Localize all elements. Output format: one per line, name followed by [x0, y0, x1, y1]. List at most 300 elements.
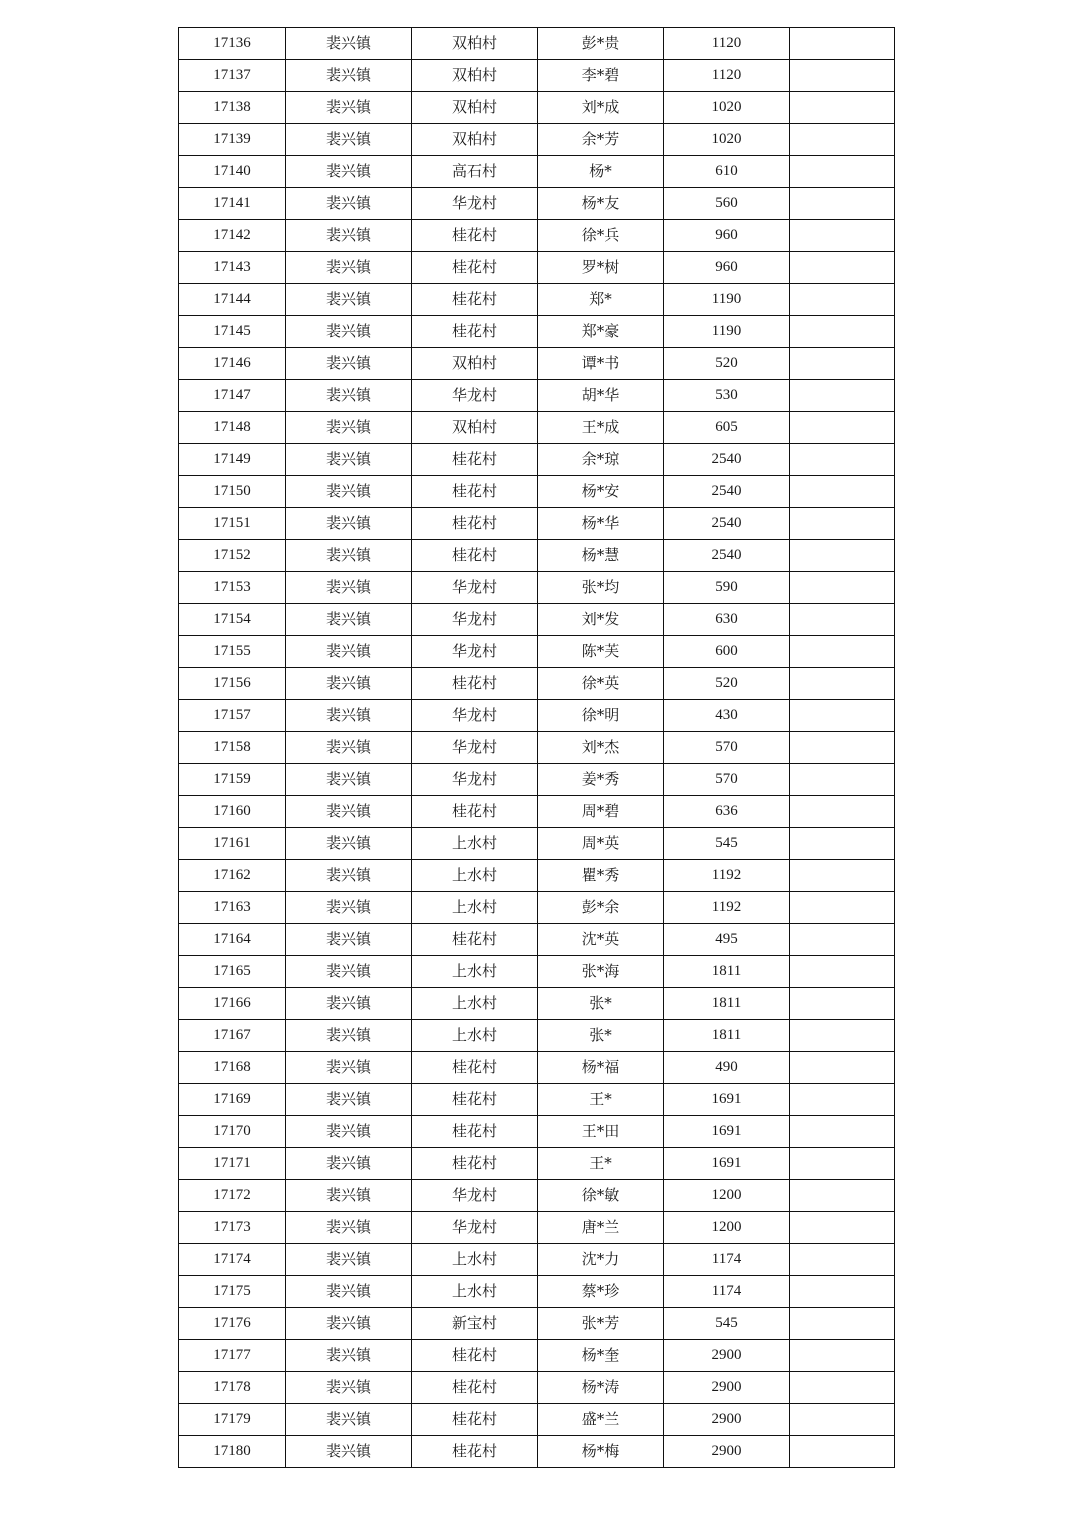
village-cell: 桂花村: [412, 1404, 538, 1436]
note-cell: [790, 668, 895, 700]
note-cell: [790, 1116, 895, 1148]
table-row: [179, 956, 895, 988]
village-cell: 华龙村: [412, 188, 538, 220]
village-cell: 桂花村: [412, 796, 538, 828]
record-id-cell: 17163: [179, 892, 286, 924]
village-cell: 上水村: [412, 1276, 538, 1308]
person-name-cell: 郑*豪: [538, 316, 664, 348]
village-cell: 桂花村: [412, 1116, 538, 1148]
town-cell: 裴兴镇: [286, 540, 412, 572]
town-cell: 裴兴镇: [286, 956, 412, 988]
note-cell: [790, 924, 895, 956]
record-id-cell: 17161: [179, 828, 286, 860]
note-cell: [790, 380, 895, 412]
amount-cell: 1691: [664, 1084, 790, 1116]
amount-cell: 1190: [664, 284, 790, 316]
person-name-cell: 周*碧: [538, 796, 664, 828]
village-cell: 桂花村: [412, 284, 538, 316]
town-cell: 裴兴镇: [286, 380, 412, 412]
record-id-cell: 17137: [179, 60, 286, 92]
amount-cell: 630: [664, 604, 790, 636]
note-cell: [790, 1372, 895, 1404]
amount-cell: 1200: [664, 1180, 790, 1212]
table-row: [179, 28, 895, 60]
amount-cell: 430: [664, 700, 790, 732]
person-name-cell: 刘*成: [538, 92, 664, 124]
amount-cell: 520: [664, 668, 790, 700]
town-cell: 裴兴镇: [286, 476, 412, 508]
note-cell: [790, 572, 895, 604]
note-cell: [790, 540, 895, 572]
person-name-cell: 杨*安: [538, 476, 664, 508]
person-name-cell: 彭*贵: [538, 28, 664, 60]
table-row: [179, 380, 895, 412]
note-cell: [790, 1020, 895, 1052]
person-name-cell: 沈*英: [538, 924, 664, 956]
person-name-cell: 杨*华: [538, 508, 664, 540]
amount-cell: 610: [664, 156, 790, 188]
record-id-cell: 17168: [179, 1052, 286, 1084]
person-name-cell: 徐*明: [538, 700, 664, 732]
amount-cell: 520: [664, 348, 790, 380]
person-name-cell: 杨*友: [538, 188, 664, 220]
table-row: [179, 636, 895, 668]
person-name-cell: 杨*梅: [538, 1436, 664, 1468]
note-cell: [790, 892, 895, 924]
table-row: [179, 1116, 895, 1148]
table-row: [179, 764, 895, 796]
record-id-cell: 17144: [179, 284, 286, 316]
person-name-cell: 杨*: [538, 156, 664, 188]
amount-cell: 545: [664, 1308, 790, 1340]
amount-cell: 1691: [664, 1116, 790, 1148]
note-cell: [790, 1340, 895, 1372]
record-id-cell: 17156: [179, 668, 286, 700]
table-row: [179, 1276, 895, 1308]
town-cell: 裴兴镇: [286, 508, 412, 540]
person-name-cell: 杨*奎: [538, 1340, 664, 1372]
table-row: [179, 476, 895, 508]
note-cell: [790, 1308, 895, 1340]
town-cell: 裴兴镇: [286, 572, 412, 604]
village-cell: 上水村: [412, 1244, 538, 1276]
amount-cell: 590: [664, 572, 790, 604]
table-row: [179, 284, 895, 316]
town-cell: 裴兴镇: [286, 124, 412, 156]
amount-cell: 1811: [664, 956, 790, 988]
village-cell: 双柏村: [412, 92, 538, 124]
person-name-cell: 刘*杰: [538, 732, 664, 764]
town-cell: 裴兴镇: [286, 988, 412, 1020]
note-cell: [790, 828, 895, 860]
person-name-cell: 蔡*珍: [538, 1276, 664, 1308]
person-name-cell: 王*: [538, 1148, 664, 1180]
note-cell: [790, 796, 895, 828]
person-name-cell: 徐*敏: [538, 1180, 664, 1212]
table-row: [179, 444, 895, 476]
note-cell: [790, 476, 895, 508]
village-cell: 华龙村: [412, 1180, 538, 1212]
amount-cell: 530: [664, 380, 790, 412]
table-row: [179, 348, 895, 380]
table-row: [179, 1148, 895, 1180]
record-id-cell: 17148: [179, 412, 286, 444]
record-id-cell: 17136: [179, 28, 286, 60]
town-cell: 裴兴镇: [286, 28, 412, 60]
town-cell: 裴兴镇: [286, 316, 412, 348]
amount-cell: 2540: [664, 508, 790, 540]
note-cell: [790, 412, 895, 444]
amount-cell: 570: [664, 764, 790, 796]
village-cell: 桂花村: [412, 1052, 538, 1084]
person-name-cell: 张*芳: [538, 1308, 664, 1340]
note-cell: [790, 348, 895, 380]
note-cell: [790, 252, 895, 284]
table-row: [179, 60, 895, 92]
amount-cell: 600: [664, 636, 790, 668]
note-cell: [790, 1404, 895, 1436]
record-id-cell: 17138: [179, 92, 286, 124]
town-cell: 裴兴镇: [286, 764, 412, 796]
person-name-cell: 罗*树: [538, 252, 664, 284]
amount-cell: 1811: [664, 988, 790, 1020]
table-row: [179, 668, 895, 700]
record-id-cell: 17164: [179, 924, 286, 956]
village-cell: 华龙村: [412, 572, 538, 604]
table-row: [179, 1244, 895, 1276]
person-name-cell: 谭*书: [538, 348, 664, 380]
village-cell: 华龙村: [412, 636, 538, 668]
town-cell: 裴兴镇: [286, 1212, 412, 1244]
town-cell: 裴兴镇: [286, 156, 412, 188]
table-row: [179, 892, 895, 924]
record-id-cell: 17176: [179, 1308, 286, 1340]
person-name-cell: 彭*余: [538, 892, 664, 924]
record-id-cell: 17175: [179, 1276, 286, 1308]
table-row: [179, 732, 895, 764]
table-row: [179, 316, 895, 348]
village-cell: 桂花村: [412, 444, 538, 476]
note-cell: [790, 60, 895, 92]
note-cell: [790, 700, 895, 732]
amount-cell: 2900: [664, 1372, 790, 1404]
note-cell: [790, 1212, 895, 1244]
village-cell: 双柏村: [412, 348, 538, 380]
town-cell: 裴兴镇: [286, 668, 412, 700]
table-row: [179, 1340, 895, 1372]
amount-cell: 1190: [664, 316, 790, 348]
amount-cell: 605: [664, 412, 790, 444]
town-cell: 裴兴镇: [286, 348, 412, 380]
village-cell: 华龙村: [412, 380, 538, 412]
town-cell: 裴兴镇: [286, 1276, 412, 1308]
person-name-cell: 张*海: [538, 956, 664, 988]
table-row: [179, 124, 895, 156]
town-cell: 裴兴镇: [286, 284, 412, 316]
village-cell: 桂花村: [412, 1084, 538, 1116]
town-cell: 裴兴镇: [286, 1340, 412, 1372]
record-id-cell: 17171: [179, 1148, 286, 1180]
table-row: [179, 156, 895, 188]
town-cell: 裴兴镇: [286, 1308, 412, 1340]
record-id-cell: 17155: [179, 636, 286, 668]
person-name-cell: 杨*福: [538, 1052, 664, 1084]
amount-cell: 495: [664, 924, 790, 956]
person-name-cell: 张*: [538, 988, 664, 1020]
note-cell: [790, 860, 895, 892]
village-cell: 华龙村: [412, 732, 538, 764]
amount-cell: 960: [664, 252, 790, 284]
town-cell: 裴兴镇: [286, 1180, 412, 1212]
record-id-cell: 17149: [179, 444, 286, 476]
record-id-cell: 17162: [179, 860, 286, 892]
record-id-cell: 17165: [179, 956, 286, 988]
table-row: [179, 92, 895, 124]
village-cell: 双柏村: [412, 412, 538, 444]
village-cell: 上水村: [412, 892, 538, 924]
person-name-cell: 徐*英: [538, 668, 664, 700]
amount-cell: 1192: [664, 860, 790, 892]
record-id-cell: 17180: [179, 1436, 286, 1468]
village-cell: 华龙村: [412, 764, 538, 796]
record-id-cell: 17174: [179, 1244, 286, 1276]
person-name-cell: 王*田: [538, 1116, 664, 1148]
amount-cell: 1174: [664, 1244, 790, 1276]
amount-cell: 560: [664, 188, 790, 220]
village-cell: 桂花村: [412, 540, 538, 572]
amount-cell: 1192: [664, 892, 790, 924]
table-row: [179, 1180, 895, 1212]
person-name-cell: 周*英: [538, 828, 664, 860]
table-row: [179, 1308, 895, 1340]
note-cell: [790, 220, 895, 252]
town-cell: 裴兴镇: [286, 1020, 412, 1052]
village-cell: 桂花村: [412, 1340, 538, 1372]
town-cell: 裴兴镇: [286, 1404, 412, 1436]
note-cell: [790, 156, 895, 188]
village-cell: 上水村: [412, 956, 538, 988]
record-id-cell: 17159: [179, 764, 286, 796]
person-name-cell: 沈*力: [538, 1244, 664, 1276]
table-row: [179, 412, 895, 444]
record-id-cell: 17145: [179, 316, 286, 348]
village-cell: 华龙村: [412, 1212, 538, 1244]
town-cell: 裴兴镇: [286, 924, 412, 956]
person-name-cell: 徐*兵: [538, 220, 664, 252]
record-id-cell: 17150: [179, 476, 286, 508]
table-row: [179, 252, 895, 284]
town-cell: 裴兴镇: [286, 1148, 412, 1180]
amount-cell: 1020: [664, 92, 790, 124]
village-cell: 华龙村: [412, 604, 538, 636]
note-cell: [790, 1084, 895, 1116]
record-id-cell: 17169: [179, 1084, 286, 1116]
amount-cell: 2540: [664, 476, 790, 508]
town-cell: 裴兴镇: [286, 860, 412, 892]
village-cell: 桂花村: [412, 924, 538, 956]
amount-cell: 570: [664, 732, 790, 764]
village-cell: 桂花村: [412, 476, 538, 508]
town-cell: 裴兴镇: [286, 732, 412, 764]
note-cell: [790, 188, 895, 220]
town-cell: 裴兴镇: [286, 60, 412, 92]
village-cell: 桂花村: [412, 508, 538, 540]
note-cell: [790, 124, 895, 156]
town-cell: 裴兴镇: [286, 892, 412, 924]
table-row: [179, 540, 895, 572]
village-cell: 桂花村: [412, 1372, 538, 1404]
note-cell: [790, 316, 895, 348]
person-name-cell: 杨*慧: [538, 540, 664, 572]
records-table-body: [179, 28, 895, 1468]
amount-cell: 1020: [664, 124, 790, 156]
table-row: [179, 572, 895, 604]
record-id-cell: 17152: [179, 540, 286, 572]
person-name-cell: 张*: [538, 1020, 664, 1052]
village-cell: 桂花村: [412, 668, 538, 700]
table-row: [179, 1212, 895, 1244]
record-id-cell: 17143: [179, 252, 286, 284]
table-row: [179, 1436, 895, 1468]
record-id-cell: 17154: [179, 604, 286, 636]
note-cell: [790, 444, 895, 476]
town-cell: 裴兴镇: [286, 1244, 412, 1276]
amount-cell: 1811: [664, 1020, 790, 1052]
town-cell: 裴兴镇: [286, 412, 412, 444]
village-cell: 双柏村: [412, 28, 538, 60]
person-name-cell: 郑*: [538, 284, 664, 316]
record-id-cell: 17157: [179, 700, 286, 732]
record-id-cell: 17167: [179, 1020, 286, 1052]
note-cell: [790, 508, 895, 540]
person-name-cell: 王*成: [538, 412, 664, 444]
town-cell: 裴兴镇: [286, 1116, 412, 1148]
record-id-cell: 17142: [179, 220, 286, 252]
record-id-cell: 17160: [179, 796, 286, 828]
person-name-cell: 杨*涛: [538, 1372, 664, 1404]
person-name-cell: 王*: [538, 1084, 664, 1116]
town-cell: 裴兴镇: [286, 92, 412, 124]
village-cell: 华龙村: [412, 700, 538, 732]
note-cell: [790, 28, 895, 60]
amount-cell: 490: [664, 1052, 790, 1084]
note-cell: [790, 732, 895, 764]
village-cell: 桂花村: [412, 252, 538, 284]
town-cell: 裴兴镇: [286, 1084, 412, 1116]
note-cell: [790, 636, 895, 668]
record-id-cell: 17146: [179, 348, 286, 380]
table-row: [179, 796, 895, 828]
note-cell: [790, 956, 895, 988]
note-cell: [790, 92, 895, 124]
table-row: [179, 188, 895, 220]
record-id-cell: 17173: [179, 1212, 286, 1244]
record-id-cell: 17172: [179, 1180, 286, 1212]
person-name-cell: 李*碧: [538, 60, 664, 92]
record-id-cell: 17141: [179, 188, 286, 220]
amount-cell: 2540: [664, 540, 790, 572]
table-row: [179, 988, 895, 1020]
table-row: [179, 1020, 895, 1052]
records-table: [178, 27, 895, 1468]
town-cell: 裴兴镇: [286, 636, 412, 668]
amount-cell: 2900: [664, 1436, 790, 1468]
note-cell: [790, 764, 895, 796]
person-name-cell: 张*均: [538, 572, 664, 604]
amount-cell: 2540: [664, 444, 790, 476]
table-row: [179, 828, 895, 860]
record-id-cell: 17179: [179, 1404, 286, 1436]
note-cell: [790, 1180, 895, 1212]
town-cell: 裴兴镇: [286, 220, 412, 252]
table-row: [179, 604, 895, 636]
person-name-cell: 盛*兰: [538, 1404, 664, 1436]
note-cell: [790, 1148, 895, 1180]
table-row: [179, 700, 895, 732]
note-cell: [790, 284, 895, 316]
amount-cell: 2900: [664, 1340, 790, 1372]
amount-cell: 2900: [664, 1404, 790, 1436]
person-name-cell: 余*芳: [538, 124, 664, 156]
town-cell: 裴兴镇: [286, 1052, 412, 1084]
record-id-cell: 17158: [179, 732, 286, 764]
amount-cell: 1174: [664, 1276, 790, 1308]
table-row: [179, 508, 895, 540]
town-cell: 裴兴镇: [286, 444, 412, 476]
person-name-cell: 刘*发: [538, 604, 664, 636]
amount-cell: 1691: [664, 1148, 790, 1180]
town-cell: 裴兴镇: [286, 796, 412, 828]
village-cell: 桂花村: [412, 1436, 538, 1468]
amount-cell: 636: [664, 796, 790, 828]
table-row: [179, 1084, 895, 1116]
village-cell: 桂花村: [412, 220, 538, 252]
village-cell: 新宝村: [412, 1308, 538, 1340]
person-name-cell: 陈*芙: [538, 636, 664, 668]
village-cell: 上水村: [412, 1020, 538, 1052]
record-id-cell: 17178: [179, 1372, 286, 1404]
person-name-cell: 余*琼: [538, 444, 664, 476]
person-name-cell: 唐*兰: [538, 1212, 664, 1244]
record-id-cell: 17151: [179, 508, 286, 540]
town-cell: 裴兴镇: [286, 252, 412, 284]
note-cell: [790, 1436, 895, 1468]
record-id-cell: 17147: [179, 380, 286, 412]
record-id-cell: 17177: [179, 1340, 286, 1372]
amount-cell: 545: [664, 828, 790, 860]
village-cell: 上水村: [412, 860, 538, 892]
table-row: [179, 1052, 895, 1084]
record-id-cell: 17139: [179, 124, 286, 156]
village-cell: 高石村: [412, 156, 538, 188]
town-cell: 裴兴镇: [286, 188, 412, 220]
amount-cell: 1200: [664, 1212, 790, 1244]
amount-cell: 1120: [664, 28, 790, 60]
town-cell: 裴兴镇: [286, 604, 412, 636]
note-cell: [790, 604, 895, 636]
amount-cell: 1120: [664, 60, 790, 92]
note-cell: [790, 1052, 895, 1084]
person-name-cell: 胡*华: [538, 380, 664, 412]
record-id-cell: 17140: [179, 156, 286, 188]
table-row: [179, 924, 895, 956]
village-cell: 双柏村: [412, 124, 538, 156]
village-cell: 双柏村: [412, 60, 538, 92]
village-cell: 桂花村: [412, 1148, 538, 1180]
note-cell: [790, 1276, 895, 1308]
town-cell: 裴兴镇: [286, 1436, 412, 1468]
table-row: [179, 1404, 895, 1436]
